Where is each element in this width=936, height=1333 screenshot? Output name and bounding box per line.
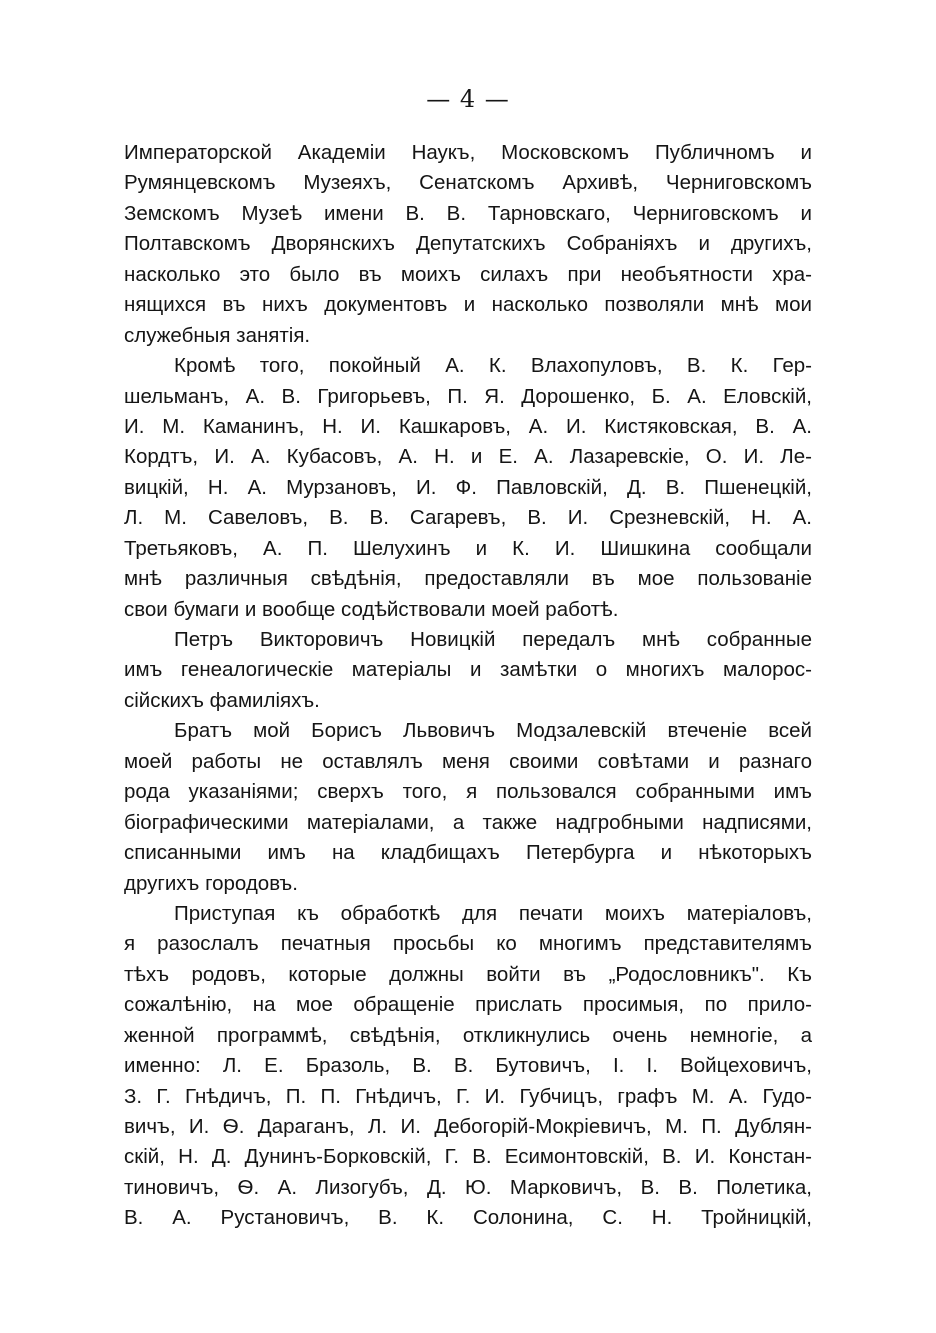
body-text <box>124 138 812 1234</box>
text-line: Л. М. Савеловъ, В. В. Сагаревъ, В. И. Срезневскiй, Н. А. <box>124 506 812 530</box>
text-line: моей работы не оставлялъ меня своими совѣтами и разнаго <box>124 749 812 773</box>
text-line: вичъ, И. Ѳ. Дарагaнъ, Л. И. Дебогорiй-Мокрiевичъ, М. П. Дублян- <box>124 1115 812 1138</box>
text-line: шельманъ, А. В. Григорьевъ, П. Я. Дорошенко, Б. А. Еловскiй, <box>124 384 812 408</box>
text-line: З. Г. Гнѣдичъ, П. П. Гнѣдичъ, Г. И. Губчицъ, графъ М. А. Гудо- <box>124 1084 812 1108</box>
text-line: служебныя занятiя. <box>124 323 311 347</box>
text-line: я разослалъ печатныя просьбы ко многимъ представителямъ <box>124 932 812 956</box>
text-line: Кордтъ, И. А. Кубасовъ, А. Н. и Е. А. Лазаревскiе, О. И. Ле- <box>124 445 812 469</box>
text-line: тиновичъ, Ѳ. А. Лизогубъ, Д. Ю. Марковичъ, В. В. Полетика, <box>124 1175 812 1199</box>
text-line: именно: Л. Е. Бразоль, В. В. Бутовичъ, I. I. Войцеховичъ, <box>124 1054 812 1078</box>
paragraph-start-line: Приступая къ обработкѣ для печати моихъ матерiаловъ, <box>174 901 812 925</box>
text-line: вицкiй, Н. А. Мурзановъ, И. Ф. Павловскiй, Д. В. Пшенецкiй, <box>124 475 812 499</box>
text-line: Третьяковъ, А. П. Шелухинъ и К. И. Шишкина сообщали <box>124 536 812 560</box>
page-number: — 4 — <box>426 85 510 113</box>
text-line: рода указанiями; сверхъ того, я пользовался собранными имъ <box>124 780 812 804</box>
text-line: сожалѣнiю, на мое обращенiе прислать просимыя, по прило- <box>124 993 812 1017</box>
text-line: свои бумаги и вообще содѣйствовали моей работѣ. <box>124 597 619 621</box>
text-line: имъ генеалогическiе матерiалы и замѣтки о многихъ малорос- <box>124 658 812 682</box>
text-line: бiографическими матерiалами, а также надгробными надписями, <box>124 810 812 834</box>
text-line: Полтавскомъ Дворянскихъ Депутатскихъ Собранiяхъ и другихъ, <box>124 232 812 256</box>
paragraph-start-line: Кромѣ того, покойный А. К. Влахопуловъ, В. К. Гер- <box>174 354 812 378</box>
text-line: нящихся въ нихъ документовъ и насколько позволяли мнѣ мои <box>124 293 812 317</box>
text-line: скiй, Н. Д. Дунинъ-Борковскiй, Г. В. Есимонтовскiй, В. И. Констан- <box>124 1145 812 1169</box>
text-line: мнѣ различныя свѣдѣнiя, предоставляли въ мое пользованiе <box>124 567 812 591</box>
text-line: тѣхъ родовъ, которые должны войти въ „Родословникъ". Къ <box>124 962 812 986</box>
text-line: сiйскихъ фамилiяхъ. <box>124 688 320 712</box>
text-line: списанными имъ на кладбищахъ Петербурга и нѣкоторыхъ <box>124 841 812 865</box>
text-line: другихъ городовъ. <box>124 871 298 895</box>
text-line: И. М. Каманинъ, Н. И. Кашкаровъ, А. И. Кистяковская, В. А. <box>124 414 812 438</box>
paragraph-start-line: Братъ мой Борисъ Львовичъ Модзалевскiй втеченiе всей <box>174 719 812 743</box>
text-line: насколько это было въ моихъ силахъ при необъятности хра- <box>124 262 812 286</box>
text-line: Земскомъ Музеѣ имени В. В. Тарновскаго, Черниговскомъ и <box>124 201 812 225</box>
text-line: В. А. Рустановичъ, В. К. Солонина, С. Н. Тройницкiй, <box>124 1206 812 1230</box>
text-line: Румянцевскомъ Музеяхъ, Сенатскомъ Архивѣ, Черниговскомъ <box>124 171 812 195</box>
paragraph-start-line: Петръ Викторовичъ Новицкiй передалъ мнѣ собранные <box>174 628 812 651</box>
text-line: женной программѣ, свѣдѣнiя, откликнулись очень немногiе, а <box>124 1023 812 1047</box>
text-line: Императорской Академiи Наукъ, Московскомъ Публичномъ и <box>124 141 812 164</box>
